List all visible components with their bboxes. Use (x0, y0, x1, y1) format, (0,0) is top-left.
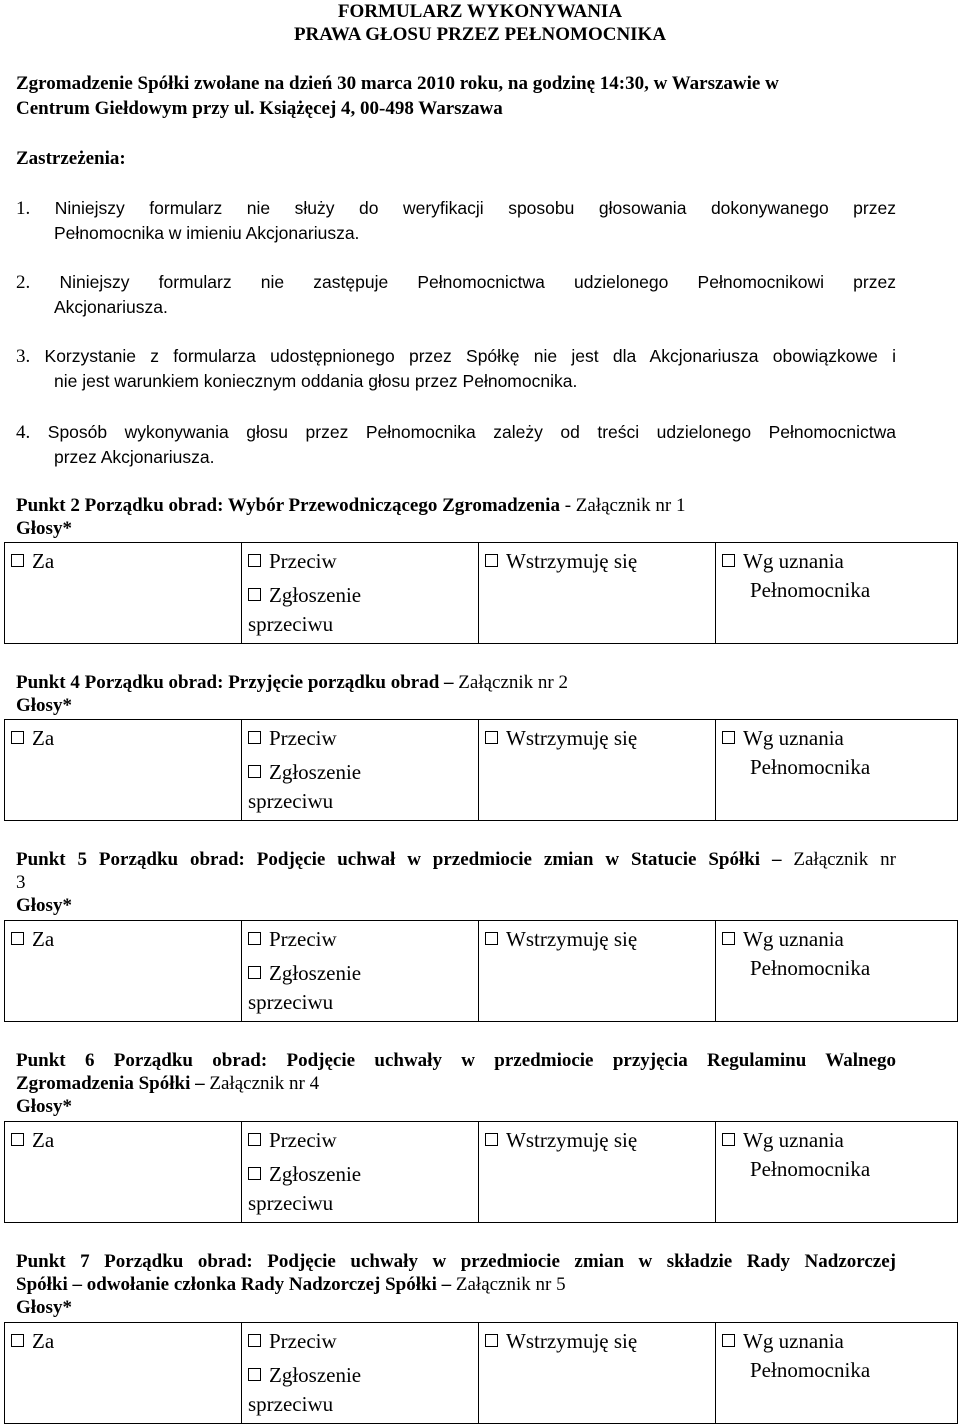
reservation-item-1 (16, 196, 896, 245)
reservation-text: Sposób wykonywania głosu przez Pełnomocnika zależy od treści udzielonego Pełnomocnictwa (47, 422, 896, 442)
checkbox-icon[interactable] (11, 731, 24, 744)
vote-cell-for[interactable] (5, 1122, 242, 1223)
vote-option-for: Za (32, 549, 55, 573)
reservation-number: 3. (16, 346, 31, 367)
agenda-item-6 (16, 1049, 896, 1118)
reservation-item-3 (16, 344, 896, 393)
vote-option-objection-cont: sprzeciwu (248, 789, 334, 813)
agenda-item-4 (16, 671, 896, 717)
agenda-title-cont: Zgromadzenia Spółki – (16, 1073, 205, 1094)
agenda-title: Punkt 4 Porządku obrad: Przyjęcie porządku obrad – (16, 672, 454, 693)
vote-cell-discretion[interactable] (716, 543, 958, 644)
agenda-attachment: Załącznik nr 4 (204, 1073, 320, 1094)
reservation-text-cont: nie jest warunkiem koniecznym oddania głosu przez Pełnomocnika. (54, 371, 578, 391)
checkbox-icon[interactable] (722, 554, 735, 567)
vote-option-objection: Zgłoszenie (269, 760, 362, 784)
reservation-item-2 (16, 270, 896, 319)
votes-label: Głosy* (16, 1096, 72, 1117)
checkbox-icon[interactable] (722, 932, 735, 945)
vote-option-objection: Zgłoszenie (269, 1363, 362, 1387)
vote-option-objection: Zgłoszenie (269, 961, 362, 985)
checkbox-icon[interactable] (248, 731, 261, 744)
vote-cell-discretion[interactable] (716, 1323, 958, 1424)
reservation-number: 4. (16, 422, 31, 443)
checkbox-icon[interactable] (485, 1334, 498, 1347)
vote-option-discretion: Wg uznania (743, 1329, 844, 1353)
agenda-attachment-cont: 3 (16, 872, 26, 893)
vote-cell-abstain[interactable] (479, 720, 716, 821)
agenda-item-5 (16, 848, 896, 917)
vote-cell-against[interactable] (242, 543, 479, 644)
form-title-line-1: FORMULARZ WYKONYWANIA (337, 1, 623, 22)
vote-option-discretion-cont: Pełnomocnika (750, 1157, 871, 1181)
agenda-title: Punkt 7 Porządku obrad: Podjęcie uchwały w przedmiocie zmian w składzie Rady Nadzorczej (16, 1251, 896, 1272)
checkbox-icon[interactable] (485, 731, 498, 744)
checkbox-icon[interactable] (11, 554, 24, 567)
checkbox-icon[interactable] (11, 932, 24, 945)
form-title-line-2: PRAWA GŁOSU PRZEZ PEŁNOMOCNIKA (293, 24, 667, 45)
checkbox-icon[interactable] (11, 1334, 24, 1347)
vote-option-against: Przeciw (269, 726, 337, 750)
vote-option-objection-cont: sprzeciwu (248, 990, 334, 1014)
votes-label: Głosy* (16, 695, 72, 716)
agenda-item-7 (16, 1250, 896, 1319)
checkbox-icon[interactable] (248, 765, 261, 778)
agenda-title: Punkt 5 Porządku obrad: Podjęcie uchwał w przedmiocie zmian w Statucie Spółki – (16, 849, 782, 870)
reservation-text: Niniejszy formularz nie zastępuje Pełnomocnictwa udzielonego Pełnomocnikowi przez (59, 272, 896, 292)
vote-option-for: Za (32, 726, 55, 750)
vote-cell-abstain[interactable] (479, 1122, 716, 1223)
vote-option-discretion: Wg uznania (743, 549, 844, 573)
vote-option-abstain: Wstrzymuję się (506, 726, 638, 750)
agenda-title: Punkt 6 Porządku obrad: Podjęcie uchwały w przedmiocie przyjęcia Regulaminu Walnego (16, 1050, 896, 1071)
votes-label: Głosy* (16, 518, 72, 539)
checkbox-icon[interactable] (722, 1334, 735, 1347)
agenda-title: Punkt 2 Porządku obrad: Wybór Przewodniczącego Zgromadzenia (16, 495, 560, 516)
vote-option-discretion: Wg uznania (743, 1128, 844, 1152)
vote-option-objection: Zgłoszenie (269, 1162, 362, 1186)
vote-cell-for[interactable] (5, 1323, 242, 1424)
reservation-number: 2. (16, 272, 31, 293)
checkbox-icon[interactable] (485, 554, 498, 567)
reservation-text-cont: przez Akcjonariusza. (54, 447, 215, 467)
agenda-attachment: Załącznik nr 2 (453, 672, 569, 693)
meeting-info-line-2: Centrum Giełdowym przy ul. Książęcej 4, 00-498 Warszawa (16, 98, 503, 119)
vote-cell-discretion[interactable] (716, 720, 958, 821)
vote-option-discretion: Wg uznania (743, 726, 844, 750)
vote-option-abstain: Wstrzymuję się (506, 1329, 638, 1353)
vote-option-abstain: Wstrzymuję się (506, 927, 638, 951)
vote-option-against: Przeciw (269, 1329, 337, 1353)
vote-table-item-7 (4, 1322, 958, 1424)
checkbox-icon[interactable] (248, 932, 261, 945)
vote-option-discretion-cont: Pełnomocnika (750, 1358, 871, 1382)
reservation-text: Korzystanie z formularza udostępnionego przez Spółkę nie jest dla Akcjonariusza obowiązkowe i (44, 346, 896, 366)
checkbox-icon[interactable] (248, 1334, 261, 1347)
checkbox-icon[interactable] (248, 966, 261, 979)
vote-option-objection-cont: sprzeciwu (248, 1191, 334, 1215)
vote-cell-against[interactable] (242, 1122, 479, 1223)
vote-cell-for[interactable] (5, 720, 242, 821)
vote-cell-against[interactable] (242, 1323, 479, 1424)
vote-cell-discretion[interactable] (716, 1122, 958, 1223)
vote-cell-abstain[interactable] (479, 543, 716, 644)
agenda-attachment: Załącznik nr 5 (451, 1274, 566, 1295)
vote-table-item-5 (4, 920, 958, 1022)
vote-option-for: Za (32, 927, 55, 951)
reservation-item-4 (16, 420, 896, 469)
vote-option-for: Za (32, 1329, 55, 1353)
checkbox-icon[interactable] (11, 1133, 24, 1146)
vote-cell-abstain[interactable] (479, 1323, 716, 1424)
vote-table-item-2 (4, 542, 958, 644)
vote-option-against: Przeciw (269, 1128, 337, 1152)
agenda-title-cont: Spółki – odwołanie członka Rady Nadzorczej Spółki – (16, 1274, 452, 1295)
vote-option-objection: Zgłoszenie (269, 583, 362, 607)
vote-cell-against[interactable] (242, 720, 479, 821)
meeting-info-line-1: Zgromadzenie Spółki zwołane na dzień 30 marca 2010 roku, na godzinę 14:30, w Warszawie w (16, 73, 779, 94)
vote-option-discretion: Wg uznania (743, 927, 844, 951)
vote-option-abstain: Wstrzymuję się (506, 1128, 638, 1152)
vote-cell-for[interactable] (5, 543, 242, 644)
agenda-item-2 (16, 494, 896, 540)
vote-cell-discretion[interactable] (716, 921, 958, 1022)
reservation-text: Niniejszy formularz nie służy do weryfikacji sposobu głosowania dokonywanego przez (54, 198, 896, 218)
checkbox-icon[interactable] (485, 1133, 498, 1146)
checkbox-icon[interactable] (485, 932, 498, 945)
vote-option-for: Za (32, 1128, 55, 1152)
vote-option-objection-cont: sprzeciwu (248, 612, 334, 636)
reservation-number: 1. (16, 198, 31, 219)
vote-cell-for[interactable] (5, 921, 242, 1022)
agenda-attachment: Załącznik nr (781, 849, 896, 870)
checkbox-icon[interactable] (248, 1167, 261, 1180)
checkbox-icon[interactable] (248, 554, 261, 567)
checkbox-icon[interactable] (248, 588, 261, 601)
vote-cell-abstain[interactable] (479, 921, 716, 1022)
vote-table-item-4 (4, 719, 958, 821)
vote-option-discretion-cont: Pełnomocnika (750, 578, 871, 602)
vote-option-discretion-cont: Pełnomocnika (750, 755, 871, 779)
checkbox-icon[interactable] (722, 1133, 735, 1146)
vote-option-discretion-cont: Pełnomocnika (750, 956, 871, 980)
reservations-heading: Zastrzeżenia: (16, 148, 126, 169)
vote-table-item-6 (4, 1121, 958, 1223)
votes-label: Głosy* (16, 1297, 72, 1318)
reservation-text-cont: Akcjonariusza. (54, 297, 168, 317)
checkbox-icon[interactable] (722, 731, 735, 744)
vote-option-abstain: Wstrzymuję się (506, 549, 638, 573)
agenda-attachment: - Załącznik nr 1 (559, 495, 686, 516)
vote-cell-against[interactable] (242, 921, 479, 1022)
checkbox-icon[interactable] (248, 1368, 261, 1381)
votes-label: Głosy* (16, 895, 72, 916)
checkbox-icon[interactable] (248, 1133, 261, 1146)
vote-option-objection-cont: sprzeciwu (248, 1392, 334, 1416)
vote-option-against: Przeciw (269, 549, 337, 573)
reservation-text-cont: Pełnomocnika w imieniu Akcjonariusza. (54, 223, 360, 243)
vote-option-against: Przeciw (269, 927, 337, 951)
